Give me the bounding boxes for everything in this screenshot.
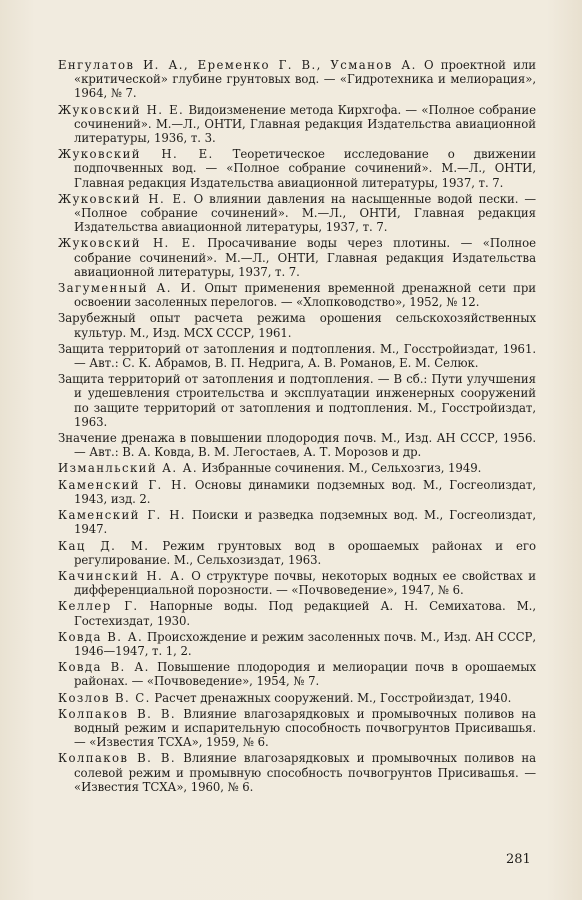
reference-text: Защита территорий от затопления и подтопления. М., Госстройиздат, 1961. — Авт.: С. К. Абрамов, В. П. Недрига, А. В. Романов, Е. М. Селюк. — [58, 341, 536, 371]
reference-entry — [58, 707, 536, 750]
reference-text: Видоизменение метода Кирхгофа. — «Полное собрание сочинений». М.—Л., ОНТИ, Главная редакция Издательства авиационной литературы, 1936, т. 3. — [74, 102, 536, 146]
reference-author: Жуковский Н. Е. — [58, 102, 185, 117]
reference-text: О влиянии давления на насыщенные водой пески. — «Полное собрание сочинений». М.—Л., ОНТИ, Главная редакция Издательства авиационной литературы, 1937, т. 7. — [74, 191, 536, 235]
reference-entry — [58, 58, 536, 101]
reference-entry — [58, 691, 536, 705]
reference-text: Поиски и разведка подземных вод. М., Госгеолиздат, 1947. — [74, 508, 536, 537]
reference-text: Просачивание воды через плотины. — «Полное собрание сочинений». М.—Л., ОНТИ, Главная редакция Издательства авиационной литературы, 1937, т. 7. — [74, 236, 536, 279]
reference-entry — [58, 630, 536, 658]
reference-author: Келлер Г. — [58, 599, 139, 614]
reference-author: Ковда В. А. — [58, 660, 150, 675]
reference-entry — [58, 342, 536, 370]
reference-author: Качинский Н. А. — [58, 568, 186, 583]
reference-entry — [58, 372, 536, 429]
reference-author: Жуковский Н. Е. — [58, 191, 188, 206]
reference-entry — [58, 569, 536, 597]
reference-text: Значение дренажа в повышении плодородия почв. М., Изд. АН СССР, 1956. — Авт.: В. А. Ковда, В. М. Легостаев, А. Т. Морозов и др. — [58, 431, 536, 460]
reference-author: Кац Д. М. — [58, 538, 150, 553]
reference-author: Ковда В. А. — [58, 629, 144, 644]
reference-author: Изманльский А. А. — [58, 461, 198, 476]
reference-author: Жуковский Н. Е. — [58, 147, 214, 162]
reference-entry — [58, 192, 536, 235]
reference-entry — [58, 508, 536, 536]
reference-text: Повышение плодородия и мелиорации почв в орошаемых районах. — «Почвоведение», 1954, № 7. — [74, 660, 536, 689]
reference-entry — [58, 461, 536, 475]
reference-author: Колпаков В. В. — [58, 751, 177, 766]
reference-entry — [58, 147, 536, 190]
reference-entry — [58, 431, 536, 459]
reference-entry — [58, 660, 536, 688]
reference-author: Колпаков В. В. — [58, 706, 177, 721]
reference-text: О структуре почвы, некоторых водных ее свойствах и дифференциальной порозности. — «Почвоведение», 1947, № 6. — [74, 568, 537, 598]
reference-entry — [58, 103, 536, 146]
bibliography-list — [58, 58, 536, 796]
page-number: 281 — [506, 852, 531, 867]
reference-entry — [58, 478, 536, 506]
reference-text: Напорные воды. Под редакцией А. Н. Семихатова. М., Гостехиздат, 1930. — [74, 599, 537, 628]
reference-author: Каменский Г. Н. — [58, 508, 186, 523]
reference-author: Загуменный А. И. — [58, 281, 198, 296]
reference-entry — [58, 599, 536, 627]
reference-text: Происхождение и режим засоленных почв. М., Изд. АН СССР, 1946—1947, т. 1, 2. — [74, 629, 536, 658]
reference-entry — [58, 751, 536, 794]
reference-text: Основы динамики подземных вод. М., Госгеолиздат, 1943, изд. 2. — [74, 477, 536, 506]
reference-author: Козлов В. С. — [58, 690, 151, 705]
reference-author: Енгулатов И. А., Еременко Г. В., Усманов А. — [58, 58, 417, 72]
reference-text: Избранные сочинения. М., Сельхозгиз, 1949. — [198, 461, 482, 476]
reference-text: Теоретическое исследование о движении подпочвенных вод. — «Полное собрание сочинений». М.—Л., ОНТИ, Главная редакция Издательства авиационной литературы, 1937, т. 7. — [74, 147, 537, 190]
reference-entry — [58, 236, 536, 279]
reference-author: Жуковский Н. Е. — [58, 236, 197, 251]
reference-entry — [58, 311, 536, 339]
reference-text: Защита территорий от затопления и подтопления. — В сб.: Пути улучшения и удешевления строительства и эксплуатации инженерных сооружений по защите территорий от затопления и подтопления. М., Госстройиздат, 1963. — [58, 372, 536, 429]
reference-author: Каменский Г. Н. — [58, 477, 188, 492]
reference-text: Расчет дренажных сооружений. М., Госстройиздат, 1940. — [150, 690, 512, 705]
reference-text: Влияние влагозарядковых и промывочных поливов на солевой режим и промывную способность почвогрунтов Присивашья. — «Известия ТСХА», 1960, № 6. — [74, 751, 536, 794]
reference-text: Опыт применения временной дренажной сети при освоении засоленных перелогов. — «Хлопководство», 1952, № 12. — [74, 281, 536, 310]
reference-entry — [58, 539, 536, 567]
reference-text: О проектной или «критической» глубине грунтовых вод. — «Гидротехника и мелиорация», 1964, № 7. — [74, 58, 536, 101]
reference-entry — [58, 281, 536, 309]
reference-text: Влияние влагозарядковых и промывочных поливов на водный режим и испарительную способность почвогрунтов Присивашья. — «Известия ТСХА», 1959, № 6. — [74, 706, 536, 750]
reference-text: Зарубежный опыт расчета режима орошения сельскохозяйственных культур. М., Изд. МСХ СССР, 1961. — [58, 311, 536, 340]
reference-text: Режим грунтовых вод в орошаемых районах и его регулирование. М., Сельхозиздат, 1963. — [74, 538, 536, 567]
